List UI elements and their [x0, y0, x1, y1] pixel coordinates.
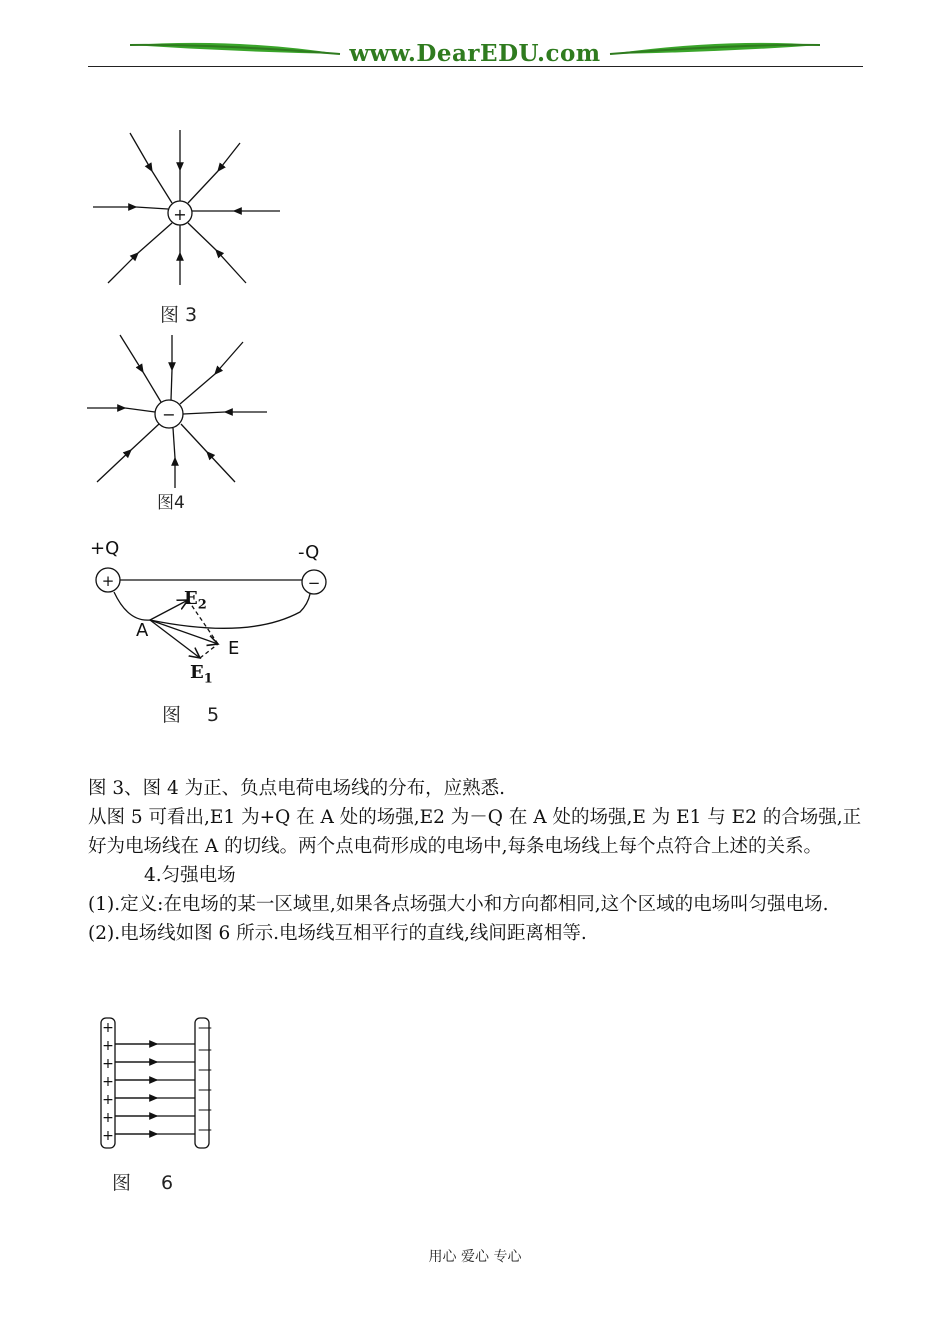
e1-vector-label: $E_1$ [190, 662, 213, 687]
header-divider [88, 66, 863, 67]
svg-text:+: + [102, 1038, 114, 1054]
figure-4-negative-charge-field [85, 330, 275, 490]
paragraph-4: (2).电场线如图 6 所示.电场线互相平行的直线,线间距离相等. [88, 923, 587, 944]
page-footer: 用心 爱心 专心 [428, 1249, 522, 1265]
figure-5-two-charge-field [88, 560, 338, 670]
figure-5-caption: 图 5 [162, 704, 230, 726]
svg-text:+: + [102, 1020, 114, 1036]
positive-charge-sign: + [173, 205, 187, 224]
paragraph-2: 从图 5 可看出,E1 为+Q 在 A 处的场强,E2 为－Q 在 A 处的场强,E 为 E1 与 E2 的合场强,正好为电场线在 A 的切线。两个点电荷形成的电场中,每条电场线上每个点符合上述的关系。 [88, 807, 862, 857]
section-heading: 4.匀强电场 [144, 865, 236, 886]
svg-text:+: + [102, 1092, 114, 1108]
svg-text:+: + [101, 572, 115, 590]
resultant-e-label: E [228, 638, 240, 659]
positive-charge-label: +Q [90, 538, 120, 559]
svg-text:+: + [102, 1110, 114, 1126]
negative-charge-sign: − [162, 405, 176, 424]
site-logo-text: www.DearEDU.com [349, 40, 601, 67]
paragraph-1: 图 3、图 4 为正、负点电荷电场线的分布，应熟悉. [88, 778, 506, 799]
e2-vector-label: $E_2$ [184, 588, 207, 613]
svg-text:—: — [198, 1122, 212, 1138]
figure-3-positive-charge-field [88, 125, 288, 290]
figure-6-caption: 图 6 [112, 1172, 186, 1194]
svg-text:—: — [198, 1020, 212, 1036]
figure-6-uniform-field [95, 1014, 225, 1154]
svg-text:—: — [198, 1082, 212, 1098]
negative-charge-label: -Q [298, 542, 320, 563]
svg-text:+: + [102, 1056, 114, 1072]
point-a-label: A [136, 620, 149, 641]
svg-text:—: — [198, 1062, 212, 1078]
paragraph-3: (1).定义:在电场的某一区域里,如果各点场强大小和方向都相同,这个区域的电场叫匀强电场. [88, 894, 829, 915]
figure-3-caption: 图 3 [160, 304, 198, 326]
body-text-block [88, 774, 868, 948]
svg-text:+: + [102, 1128, 114, 1144]
figure-4-caption: 图4 [157, 493, 185, 513]
svg-text:+: + [102, 1074, 114, 1090]
svg-text:—: — [198, 1042, 212, 1058]
svg-text:—: — [198, 1102, 212, 1118]
svg-text:−: − [307, 574, 321, 592]
